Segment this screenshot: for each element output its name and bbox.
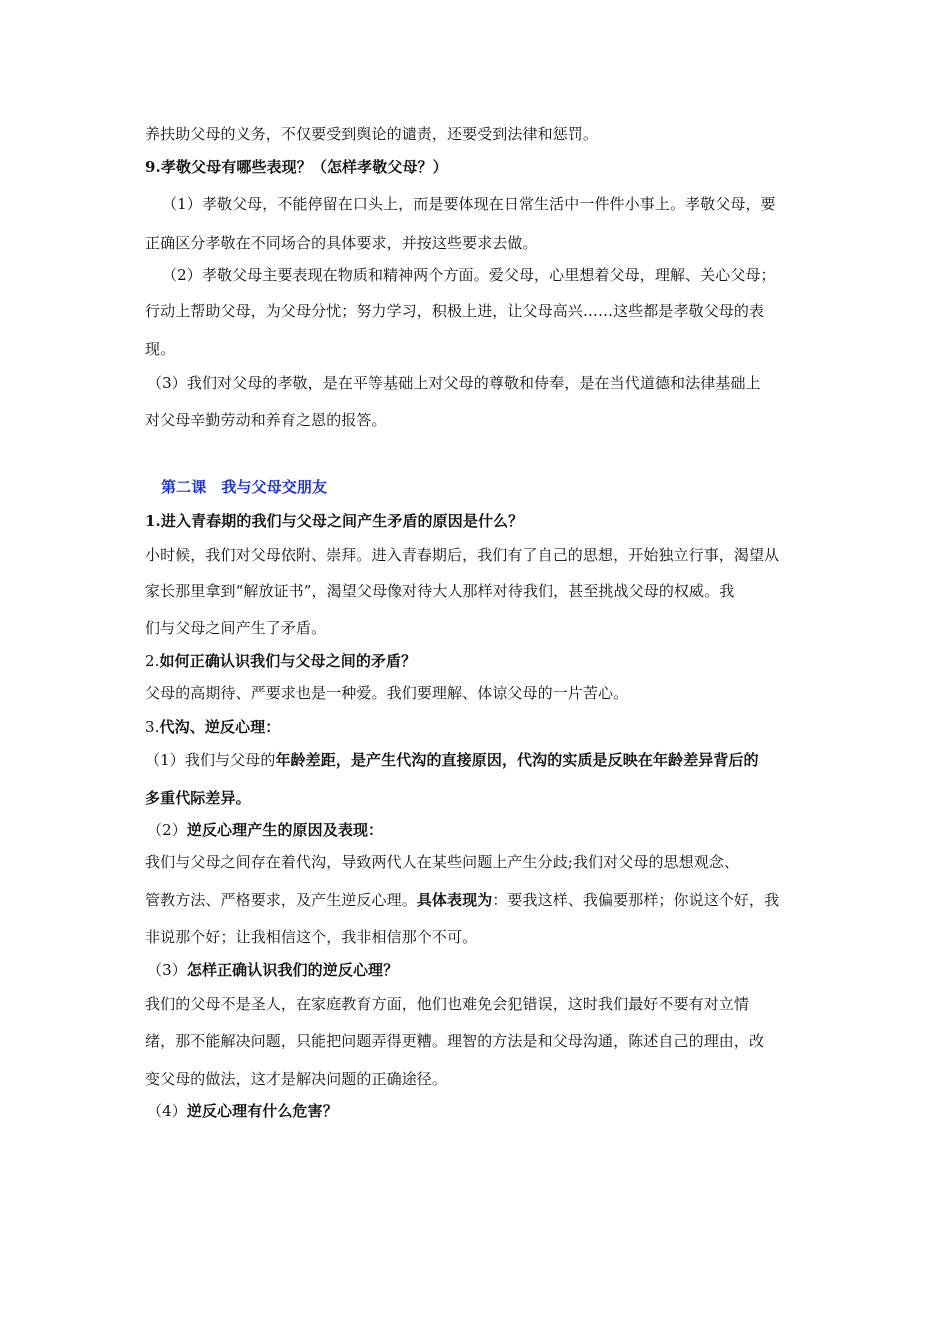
body-text-line: （3）我们对父母的孝敬，是在平等基础上对父母的尊敬和侍奉，是在当代道德和法律基础上: [147, 374, 761, 392]
body-text-line: 对父母辛勤劳动和养育之恩的报答。: [145, 411, 387, 429]
body-text-line: 管教方法、严格要求，及产生逆反心理。具体表现为：要我这样、我偏要那样；你说这个好，我: [145, 891, 780, 909]
body-text-line: 变父母的做法，这才是解决问题的正确途径。: [145, 1070, 448, 1088]
body-text-line: 正确区分孝敬在不同场合的具体要求，并按这些要求去做。: [145, 234, 538, 252]
body-text-line: 家长那里拿到“解放证书”，渴望父母像对待大人那样对待我们，甚至挑战父母的权威。我: [145, 582, 735, 600]
body-text-line: 行动上帮助父母，为父母分忧；努力学习，积极上进，让父母高兴……这些都是孝敬父母的表: [145, 302, 765, 320]
lesson-title: 第二课 我与父母交朋友: [161, 478, 328, 496]
question-heading: 9.孝敬父母有哪些表现？（怎样孝敬父母？）: [145, 158, 448, 176]
body-text-line: （1）孝敬父母，不能停留在口头上，而是要体现在日常生活中一件件小事上。孝敬父母，要: [162, 195, 776, 213]
body-text-line: 们与父母之间产生了矛盾。: [145, 619, 327, 637]
body-text-line: 多重代际差异。: [145, 789, 251, 807]
body-text-line: 绪，那不能解决问题，只能把问题弄得更糟。理智的方法是和父母沟通，陈述自己的理由，改: [145, 1032, 765, 1050]
subheading: （4）逆反心理有什么危害？: [147, 1102, 338, 1120]
body-text-line: 我们与父母之间存在着代沟，导致两代人在某些问题上产生分歧;我们对父母的思想观念、: [145, 853, 740, 871]
body-text-line: 养扶助父母的义务，不仅要受到舆论的谴责，还要受到法律和惩罚。: [145, 125, 599, 143]
question-heading: 2.如何正确认识我们与父母之间的矛盾？: [145, 652, 417, 670]
body-text-line: 非说那个好；让我相信这个，我非相信那个不可。: [145, 928, 478, 946]
subheading: （2）逆反心理产生的原因及表现：: [147, 821, 384, 839]
body-text-line: （2）孝敬父母主要表现在物质和精神两个方面。爱父母，心里想着父母，理解、关心父母；: [162, 266, 776, 284]
question-heading: 3.代沟、逆反心理：: [145, 718, 281, 736]
body-text-line: 现。: [145, 340, 176, 358]
subheading: （3）怎样正确认识我们的逆反心理？: [147, 961, 399, 979]
question-heading: 1.进入青春期的我们与父母之间产生矛盾的原因是什么？: [145, 512, 524, 530]
body-text-line: 小时候，我们对父母依附、崇拜。进入青春期后，我们有了自己的思想，开始独立行事，渴望从: [145, 546, 780, 564]
body-text-line: 我们的父母不是圣人，在家庭教育方面，他们也难免会犯错误，这时我们最好不要有对立情: [145, 995, 750, 1013]
body-text-line: 父母的高期待、严要求也是一种爱。我们要理解、体谅父母的一片苦心。: [145, 684, 629, 702]
body-text-line: （1）我们与父母的年龄差距，是产生代沟的直接原因，代沟的实质是反映在年龄差异背后的: [145, 751, 759, 769]
